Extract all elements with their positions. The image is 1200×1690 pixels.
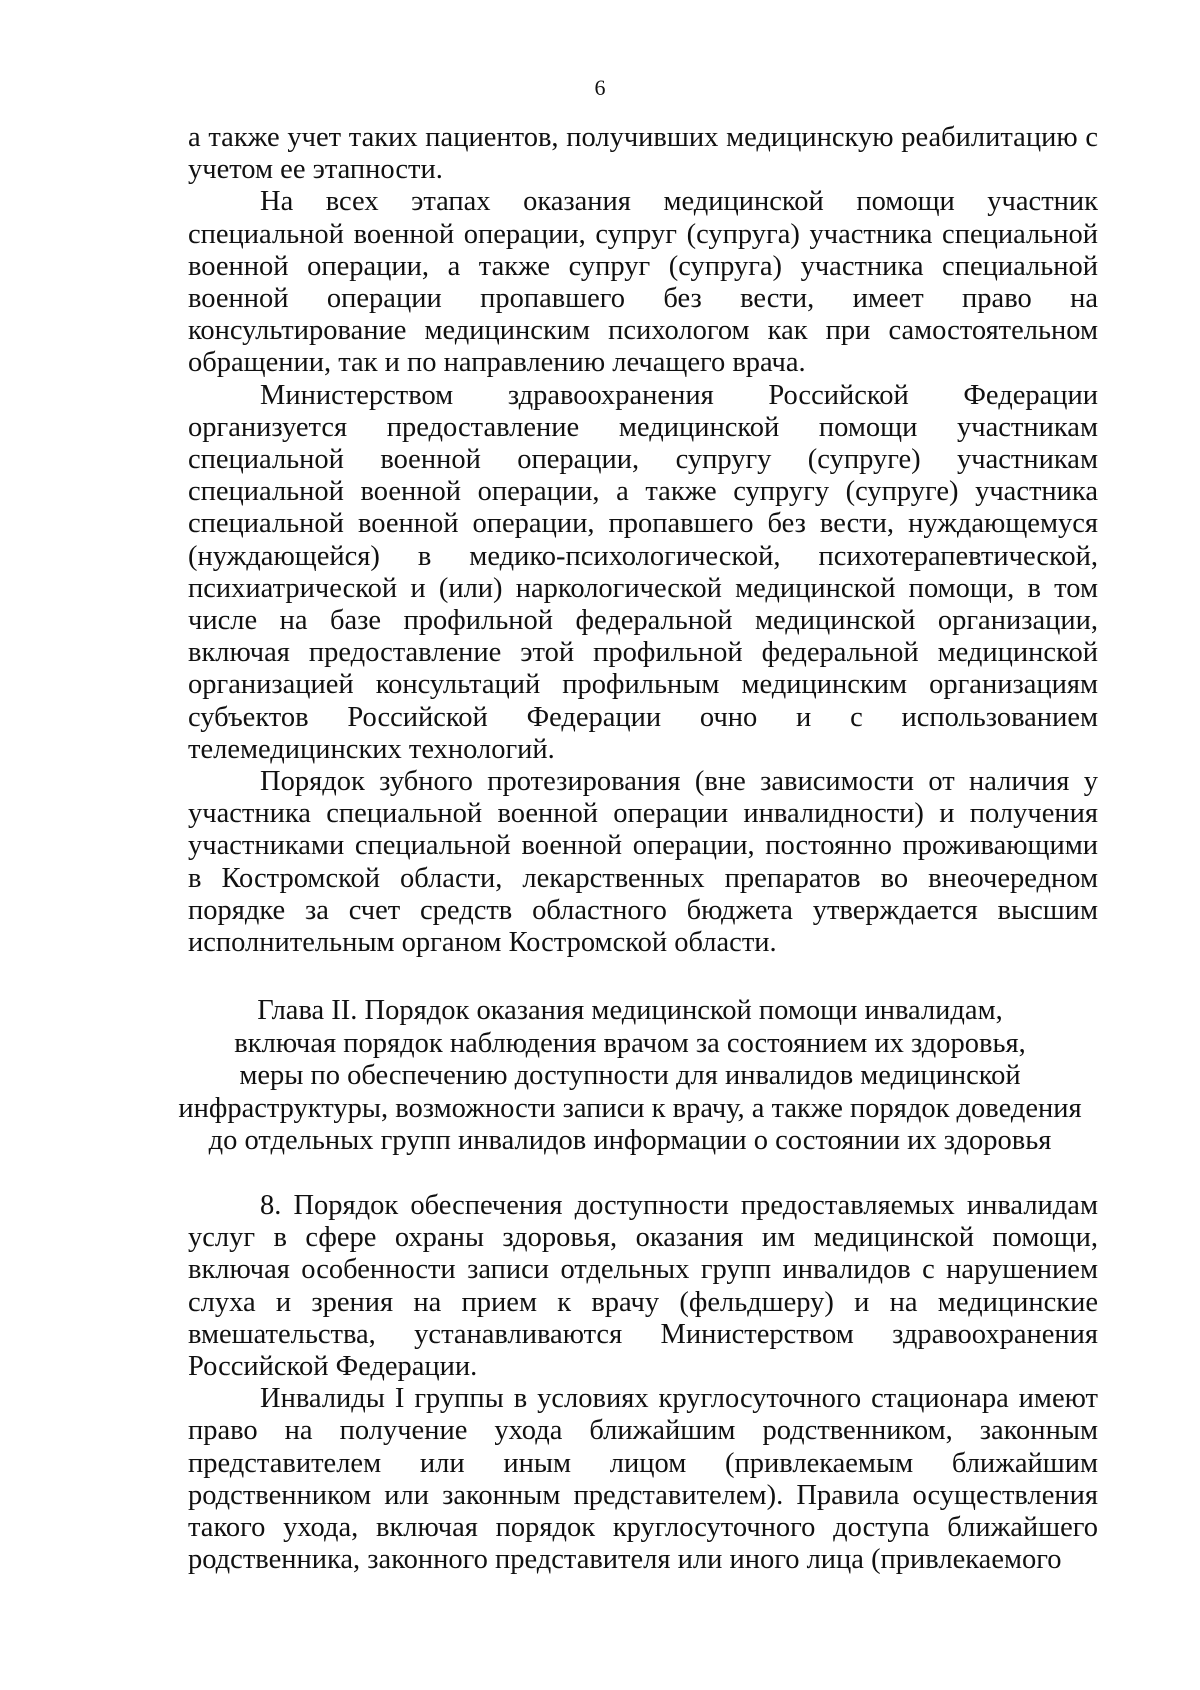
heading-line: включая порядок наблюдения врачом за состоянием их здоровья,: [234, 1027, 1026, 1059]
paragraph-group-1-disabled-care: Инвалиды I группы в условиях круглосуточного стационара имеют право на получение ухода ближайшим родственником, законным представителем или иным лицом (привлекаемым ближайшим родственником или законным представителем). Правила осуществления такого ухода, включая порядок круглосуточного доступа ближайшего родственника, законного представителя или иного лица (привлекаемого: [188, 1383, 1098, 1576]
heading-line: Глава II. Порядок оказания медицинской помощи инвалидам,: [257, 995, 1003, 1026]
paragraph-consultation-right: На всех этапах оказания медицинской помощи участник специальной военной операции, супруг (супруга) участника специальной военной операции, а также супруг (супруга) участника специальной военной операции пропавшего без вести, имеет право на консультирование медицинским психологом как при самостоятельном обращении, так и по направлению лечащего врача.: [188, 186, 1098, 379]
paragraph-item-8: 8. Порядок обеспечения доступности предоставляемых инвалидам услуг в сфере охраны здоровья, оказания им медицинской помощи, включая особенности записи отдельных групп инвалидов с нарушением слуха и зрения на прием к врачу (фельдшеру) и на медицинские вмешательства, устанавливаются Министерством здравоохранения Российской Федерации.: [188, 1190, 1098, 1383]
body-text-block-2: [188, 1190, 1098, 1576]
heading-line: инфраструктуры, возможности записи к врачу, а также порядок доведения: [178, 1092, 1082, 1124]
body-text-block-1: [188, 122, 1098, 959]
paragraph-dental-prosthetics: Порядок зубного протезирования (вне зависимости от наличия у участника специальной военной операции инвалидности) и получения участниками специальной военной операции, постоянно проживающими в Костромской области, лекарственных препаратов во внеочередном порядке за счет средств областного бюджета утверждается высшим исполнительным органом Костромской области.: [188, 766, 1098, 959]
paragraph-ministry-care: Министерством здравоохранения Российской Федерации организуется предоставление медицинской помощи участникам специальной военной операции, супругу (супруге) участникам специальной военной операции, а также супругу (супруге) участника специальной военной операции, пропавшего без вести, нуждающемуся (нуждающейся) в медико-психологической, психотерапевтической, психиатрической и (или) наркологической медицинской помощи, в том числе на базе профильной федеральной медицинской организации, включая предоставление этой профильной федеральной медицинской организацией консультаций профильным медицинским организациям субъектов Российской Федерации очно и с использованием телемедицинских технологий.: [188, 379, 1098, 765]
chapter-heading: [160, 995, 1100, 1158]
paragraph-continuation: а также учет таких пациентов, получивших медицинскую реабилитацию с учетом ее этапности.: [188, 122, 1098, 186]
heading-line: до отдельных групп инвалидов информации о состоянии их здоровья: [208, 1125, 1052, 1157]
heading-line: меры по обеспечению доступности для инвалидов медицинской: [239, 1060, 1021, 1092]
page-number: 6: [594, 75, 606, 100]
